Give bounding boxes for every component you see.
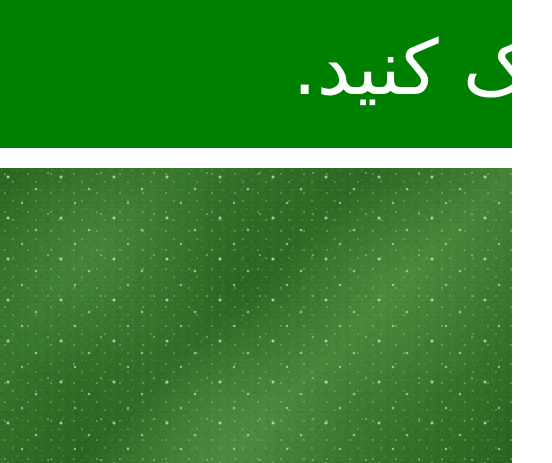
- green-speckled-background: [0, 168, 512, 463]
- top-banner: [0, 0, 552, 148]
- banner-instruction-text: یک کنید.: [292, 23, 552, 112]
- speckle-pattern: [0, 168, 512, 463]
- banner-divider: [0, 148, 512, 168]
